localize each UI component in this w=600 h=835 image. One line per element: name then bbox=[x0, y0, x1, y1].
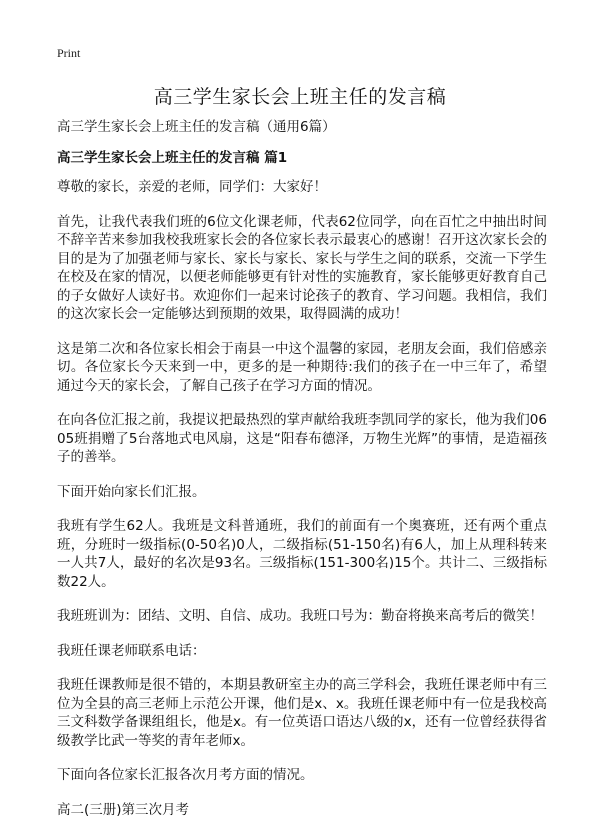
section-heading: 高三学生家长会上班主任的发言稿 篇1 bbox=[57, 150, 288, 166]
paragraph: 下面开始向家长们汇报。 bbox=[57, 483, 206, 500]
paragraph: 高二(三册)第三次月考 bbox=[57, 801, 190, 818]
paragraph: 我班任课老师联系电话： bbox=[57, 642, 206, 659]
paragraph: 这是第二次和各位家长相会于南县一中这个温馨的家园，老朋友会面，我们倍感亲切。各位家长今天来到一中，更多的是一种期待:我们的孩子在一中三年了，希望通过今天的家长会，了解自己孩子在学习方面的情况。 bbox=[57, 340, 547, 394]
paragraph: 我班有学生62人。我班是文科普通班，我们的前面有一个奥赛班，还有两个重点班，分班时一级指标(0-50名)0人，二级指标(51-150名)有6人，加上从理科转来一人共7人，最好的名次是93名。三级指标(151-300名)15个。共计二、三级指标数22人。 bbox=[57, 518, 547, 590]
page-title: 高三学生家长会上班主任的发言稿 bbox=[153, 86, 447, 108]
document-body bbox=[57, 118, 547, 835]
paragraph: 我班班训为：团结、文明、自信、成功。我班口号为：勤奋将换来高考后的微笑！ bbox=[57, 608, 543, 624]
paragraph: 首先，让我代表我们班的6位文化课老师，代表62位同学，向在百忙之中抽出时间不辞辛苦来参加我校我班家长会的各位家长表示最衷心的感谢！召开这次家长会的目的是为了加强老师与家长、家长与家长、家长与学生之间的联系，交流一下学生在校及在家的情况，以便老师能够更有针对性的实施教育，家长能够更好教育自己的子女做好人读好书。欢迎你们一起来讨论孩子的教育、学习问题。我相信，我们的这次家长会一定能够达到预期的效果，取得圆满的成功！ bbox=[57, 213, 547, 322]
paragraph: 在向各位汇报之前，我提议把最热烈的掌声献给我班李凯同学的家长，他为我们0605班捐赠了5台落地式电风扇，这是“阳春布德泽，万物生光辉”的事情，是造福孩子的善举。 bbox=[57, 412, 547, 465]
print-link[interactable]: Print bbox=[57, 46, 81, 60]
paragraph: 我班任课教师是很不错的，本期县教研室主办的高三学科会，我班任课老师中有三位为全县的高三老师上示范公开课，他们是x、x。我班任课老师中有一位是我校高三文科数学备课组组长，他是x。有一位英语口语达八级的x，还有一位曾经获得省级教学比武一等奖的青年老师x。 bbox=[57, 677, 547, 749]
paragraph: 尊敬的家长，亲爱的老师，同学们：大家好！ bbox=[57, 179, 327, 195]
document-subtitle: 高三学生家长会上班主任的发言稿（通用6篇） bbox=[57, 119, 336, 135]
paragraph: 下面向各位家长汇报各次月考方面的情况。 bbox=[57, 767, 314, 783]
